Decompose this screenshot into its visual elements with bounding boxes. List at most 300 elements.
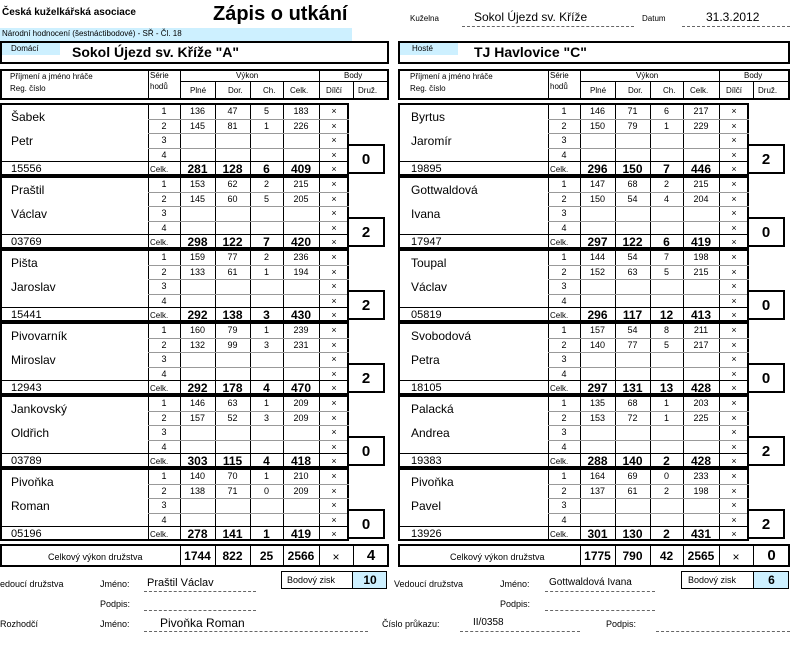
series-value: 71: [227, 485, 238, 496]
col-series-label-2: hodů: [150, 82, 168, 91]
player-firstname: Ivana: [411, 207, 441, 221]
partial-cross: ×: [331, 529, 337, 539]
player-block: [398, 249, 793, 322]
player-total-value: 420: [290, 235, 312, 249]
series-value: 60: [227, 193, 238, 204]
player-block: [0, 103, 393, 176]
player-points: 0: [361, 443, 371, 460]
team-total-points: 4: [366, 547, 376, 564]
series-value: 145: [189, 120, 206, 131]
partial-cross: ×: [731, 529, 737, 539]
series-value: 81: [227, 120, 238, 131]
player-surname: Pivoňka: [11, 475, 54, 489]
player-reg-number: 12943: [11, 382, 42, 394]
series-value: 145: [189, 193, 206, 204]
series-value: 157: [189, 412, 206, 423]
player-surname: Šabek: [11, 110, 46, 124]
partial-cross: ×: [331, 222, 337, 233]
home-name-label: Jméno:: [100, 579, 130, 589]
player-total-value: 296: [587, 162, 608, 176]
referee-label: Rozhodčí: [0, 619, 39, 629]
player-total-value: 296: [587, 308, 608, 322]
player-firstname: Václav: [11, 207, 48, 221]
partial-cross: ×: [731, 339, 737, 350]
partial-cross: ×: [331, 368, 337, 379]
player-total-value: 281: [187, 162, 208, 176]
series-value: 5: [663, 266, 669, 277]
player-points: 2: [761, 151, 771, 168]
partial-cross: ×: [331, 427, 337, 437]
series-value: 140: [589, 339, 606, 350]
date-value: 31.3.2012: [706, 10, 760, 24]
total-row-label: Celk.: [150, 457, 169, 466]
player-total-value: 288: [587, 454, 608, 468]
player-surname: Byrtus: [411, 110, 446, 124]
series-value: 72: [627, 412, 638, 423]
partial-cross: ×: [331, 325, 337, 335]
player-total-value: 178: [222, 381, 243, 395]
team-total-points: 0: [767, 547, 776, 564]
player-total-value: 141: [222, 527, 243, 541]
col-partial-label: Dílčí: [726, 86, 742, 95]
col-reg-label: Reg. číslo: [10, 84, 46, 93]
series-number: 1: [561, 325, 567, 335]
series-value: 0: [663, 471, 669, 481]
series-number: 4: [561, 149, 567, 160]
partial-cross: ×: [331, 456, 337, 466]
player-total-value: 431: [690, 527, 712, 541]
player-block: [0, 395, 393, 468]
player-points: 0: [761, 297, 771, 314]
series-value: 2: [663, 485, 669, 496]
page-title: Zápis o utkání: [213, 3, 348, 25]
series-value: 1: [663, 398, 669, 408]
series-number: 4: [561, 441, 567, 452]
series-value: 198: [693, 252, 709, 262]
partial-cross: ×: [331, 135, 337, 145]
association-name: Česká kuželkářská asociace: [2, 7, 136, 18]
away-name-label: Jméno:: [500, 579, 530, 589]
series-number: 2: [161, 339, 167, 350]
partial-cross: ×: [331, 281, 337, 291]
series-value: 229: [693, 120, 709, 131]
series-value: 5: [263, 106, 269, 116]
series-number: 1: [161, 252, 167, 262]
series-value: 226: [293, 120, 309, 131]
partial-cross: ×: [731, 471, 737, 481]
col-performance-label: Výkon: [236, 71, 259, 80]
col-name-label: Příjmení a jméno hráče: [410, 72, 493, 81]
series-value: 1: [263, 471, 269, 481]
player-reg-number: 05819: [411, 309, 442, 321]
player-reg-number: 19895: [411, 163, 442, 175]
series-number: 4: [561, 222, 567, 233]
partial-cross: ×: [331, 164, 337, 174]
total-row-label: Celk.: [150, 384, 169, 393]
partial-cross: ×: [731, 193, 737, 204]
partial-cross: ×: [731, 485, 737, 496]
series-value: 225: [693, 412, 709, 423]
col-series-label: Série: [150, 71, 169, 80]
player-surname: Palacká: [411, 402, 454, 416]
player-points: 0: [361, 151, 371, 168]
series-value: 132: [189, 339, 206, 350]
series-value: 157: [589, 325, 606, 335]
team-role-badge: [400, 43, 458, 55]
series-number: 3: [161, 281, 167, 291]
venue-value: Sokol Újezd sv. Kříže: [474, 10, 588, 24]
player-total-value: 6: [263, 162, 270, 176]
col-reg-label: Reg. číslo: [410, 84, 446, 93]
series-value: 144: [589, 252, 606, 262]
team-total-full: 1744: [184, 549, 211, 563]
player-total-value: 2: [663, 454, 670, 468]
series-value: 140: [189, 471, 206, 481]
player-total-value: 413: [690, 308, 712, 322]
col-team-label: Druž.: [758, 86, 778, 95]
series-value: 5: [263, 193, 269, 204]
team-name: Sokol Újezd sv. Kříže "A": [72, 44, 240, 60]
player-points: 2: [361, 370, 371, 387]
date-label: Datum: [642, 14, 666, 23]
series-number: 1: [561, 106, 567, 116]
series-number: 1: [161, 471, 167, 481]
player-total-value: 298: [187, 235, 208, 249]
player-firstname: Pavel: [411, 499, 442, 513]
series-value: 77: [227, 252, 238, 262]
team-total-label: Celkový výkon družstva: [48, 552, 143, 562]
partial-cross: ×: [731, 354, 737, 364]
card-number-label: Číslo průkazu:: [382, 619, 440, 629]
player-total-value: 418: [290, 454, 312, 468]
series-value: 3: [263, 339, 269, 350]
series-value: 146: [189, 398, 206, 408]
partial-cross: ×: [331, 398, 337, 408]
series-value: 147: [589, 179, 606, 189]
partial-cross: ×: [331, 500, 337, 510]
series-value: 146: [589, 106, 606, 116]
partial-cross: ×: [731, 252, 737, 262]
player-block: [398, 176, 793, 249]
partial-cross: ×: [731, 441, 737, 452]
col-miss-label: Ch.: [263, 86, 276, 95]
series-value: 99: [227, 339, 238, 350]
series-number: 3: [161, 208, 167, 218]
col-total-label: Celk.: [290, 86, 309, 95]
player-points: 0: [361, 516, 371, 533]
series-value: 1: [263, 266, 269, 277]
player-block: [398, 103, 793, 176]
total-row-label: Celk.: [550, 238, 569, 247]
home-points-value: 10: [363, 573, 377, 587]
partial-cross: ×: [731, 135, 737, 145]
player-total-value: 131: [622, 381, 643, 395]
player-firstname: Jaroslav: [11, 280, 56, 294]
partial-cross: ×: [331, 354, 337, 364]
series-value: 54: [627, 252, 638, 262]
series-value: 6: [663, 106, 669, 116]
col-total-label: Celk.: [690, 86, 709, 95]
player-total-value: 301: [587, 527, 608, 541]
player-reg-number: 13926: [411, 528, 442, 540]
series-value: 77: [627, 339, 638, 350]
partial-cross: ×: [331, 339, 337, 350]
player-total-value: 13: [659, 381, 674, 395]
away-leader-label: Vedoucí družstva: [394, 579, 464, 589]
series-value: 69: [627, 471, 638, 481]
partial-cross: ×: [331, 237, 337, 247]
col-clear-label: Dor.: [628, 86, 643, 95]
player-block: [398, 468, 793, 541]
away-points-label: Bodový zisk: [688, 575, 737, 585]
referee-name: Pivoňka Roman: [160, 616, 245, 630]
partial-cross: ×: [731, 398, 737, 408]
player-firstname: Václav: [411, 280, 448, 294]
team-total-sum: 2566: [287, 549, 315, 563]
team-total-miss: 42: [659, 549, 674, 563]
series-value: 61: [227, 266, 238, 277]
series-number: 1: [161, 179, 167, 189]
series-number: 4: [161, 441, 167, 452]
partial-cross: ×: [331, 266, 337, 277]
player-points: 2: [761, 443, 771, 460]
series-value: 54: [627, 193, 638, 204]
partial-cross: ×: [331, 179, 337, 189]
series-value: 215: [293, 179, 309, 189]
player-total-value: 297: [587, 235, 608, 249]
player-firstname: Roman: [11, 499, 50, 513]
series-value: 0: [263, 485, 269, 496]
referee-sign-label: Podpis:: [606, 619, 637, 629]
player-total-value: 446: [690, 162, 712, 176]
player-total-value: 117: [622, 308, 643, 322]
series-value: 1: [263, 120, 269, 131]
series-value: 236: [293, 252, 309, 262]
series-value: 79: [627, 120, 638, 131]
series-number: 2: [161, 120, 167, 131]
partial-cross: ×: [731, 222, 737, 233]
player-total-value: 115: [222, 454, 243, 468]
player-total-value: 7: [663, 162, 670, 176]
series-value: 205: [293, 193, 309, 204]
partial-cross: ×: [331, 120, 337, 131]
series-value: 8: [663, 325, 669, 335]
home-leader-name: Praštil Václav: [147, 577, 214, 589]
player-firstname: Oldřich: [11, 426, 50, 440]
partial-cross: ×: [731, 237, 737, 247]
col-points-label: Body: [344, 71, 363, 80]
series-number: 3: [561, 354, 567, 364]
referee-name-label: Jméno:: [100, 619, 130, 629]
partial-cross: ×: [331, 514, 337, 525]
series-value: 3: [263, 412, 269, 423]
player-total-value: 12: [659, 308, 674, 322]
team-total-label: Celkový výkon družstva: [450, 552, 545, 562]
partial-cross: ×: [731, 120, 737, 131]
player-total-value: 130: [622, 527, 643, 541]
series-value: 2: [263, 179, 269, 189]
total-row-label: Celk.: [550, 165, 569, 174]
series-number: 3: [161, 500, 167, 510]
player-firstname: Petr: [11, 134, 34, 148]
series-number: 3: [561, 281, 567, 291]
series-value: 1: [663, 120, 669, 131]
player-reg-number: 19383: [411, 455, 442, 467]
series-value: 209: [293, 398, 309, 408]
series-number: 2: [561, 266, 567, 277]
player-reg-number: 15556: [11, 163, 42, 175]
player-total-value: 428: [690, 454, 712, 468]
series-number: 2: [161, 266, 167, 277]
series-number: 2: [561, 412, 567, 423]
total-row-label: Celk.: [550, 311, 569, 320]
series-value: 47: [227, 106, 238, 116]
partial-cross: ×: [731, 208, 737, 218]
series-value: 135: [589, 398, 606, 408]
partial-cross: ×: [731, 514, 737, 525]
player-reg-number: 05196: [11, 528, 42, 540]
player-block: [398, 322, 793, 395]
series-number: 2: [161, 485, 167, 496]
team-role: Domácí: [11, 44, 39, 53]
series-number: 2: [561, 193, 567, 204]
series-value: 159: [189, 252, 206, 262]
partial-cross: ×: [331, 412, 337, 423]
series-number: 2: [161, 193, 167, 204]
home-sign-label: Podpis:: [100, 599, 131, 609]
series-number: 4: [161, 149, 167, 160]
total-row-label: Celk.: [150, 238, 169, 247]
series-value: 231: [293, 339, 309, 350]
player-points: 2: [361, 297, 371, 314]
series-number: 3: [561, 500, 567, 510]
partial-cross: ×: [731, 266, 737, 277]
away-sign-label: Podpis:: [500, 599, 531, 609]
series-number: 1: [561, 398, 567, 408]
player-total-value: 2: [663, 527, 670, 541]
home-points-label: Bodový zisk: [287, 575, 336, 585]
partial-cross: ×: [731, 310, 737, 320]
competition-banner: [0, 28, 352, 41]
series-value: 71: [627, 106, 638, 116]
player-reg-number: 03789: [11, 455, 42, 467]
series-value: 1: [263, 398, 269, 408]
series-number: 1: [161, 325, 167, 335]
partial-cross: ×: [331, 471, 337, 481]
player-block: [0, 468, 393, 541]
series-value: 70: [227, 471, 238, 481]
series-value: 198: [693, 485, 709, 496]
partial-cross: ×: [731, 106, 737, 116]
series-number: 2: [561, 120, 567, 131]
home-leader-label: edoucí družstva: [0, 579, 64, 589]
partial-cross: ×: [731, 427, 737, 437]
player-firstname: Andrea: [411, 426, 450, 440]
series-value: 4: [663, 193, 669, 204]
venue-label: Kuželna: [410, 14, 439, 23]
away-points-cell: [753, 572, 788, 588]
partial-cross: ×: [731, 325, 737, 335]
partial-cross: ×: [731, 500, 737, 510]
series-value: 136: [189, 106, 206, 116]
team-role: Hosté: [412, 44, 433, 53]
partial-cross: ×: [331, 149, 337, 160]
player-total-value: 430: [290, 308, 312, 322]
col-miss-label: Ch.: [663, 86, 676, 95]
home-player-rows: [0, 103, 393, 541]
partial-cross: ×: [731, 412, 737, 423]
total-row-label: Celk.: [550, 457, 569, 466]
player-total-value: 6: [663, 235, 670, 249]
partial-cross: ×: [731, 149, 737, 160]
player-block: [0, 249, 393, 322]
col-partial-label: Dílčí: [326, 86, 342, 95]
series-number: 2: [561, 339, 567, 350]
series-number: 3: [561, 208, 567, 218]
series-number: 4: [561, 514, 567, 525]
player-total-value: 409: [290, 162, 312, 176]
series-number: 4: [161, 295, 167, 306]
series-value: 209: [293, 485, 309, 496]
player-total-value: 292: [187, 381, 208, 395]
partial-cross: ×: [731, 179, 737, 189]
player-reg-number: 03769: [11, 236, 42, 248]
series-number: 3: [561, 427, 567, 437]
partial-cross: ×: [731, 383, 737, 393]
partial-cross: ×: [331, 441, 337, 452]
series-value: 63: [627, 266, 638, 277]
col-team-label: Druž.: [358, 86, 378, 95]
partial-cross: ×: [331, 295, 337, 306]
player-total-value: 4: [263, 381, 270, 395]
col-clear-label: Dor.: [228, 86, 243, 95]
series-value: 164: [589, 471, 606, 481]
team-total-miss: 25: [259, 549, 274, 563]
player-surname: Pivoňka: [411, 475, 454, 489]
col-full-label: Plné: [590, 86, 607, 95]
series-number: 2: [161, 412, 167, 423]
partial-cross: ×: [331, 208, 337, 218]
player-total-value: 122: [622, 235, 643, 249]
away-team-sheet: [398, 41, 791, 567]
team-role-badge: [2, 43, 60, 55]
series-number: 3: [161, 354, 167, 364]
player-total-value: 4: [263, 454, 270, 468]
player-total-value: 140: [622, 454, 643, 468]
home-team-sheet: [0, 41, 393, 567]
partial-cross: ×: [731, 295, 737, 306]
series-value: 194: [293, 266, 309, 277]
player-total-value: 7: [263, 235, 270, 249]
series-value: 52: [227, 412, 238, 423]
series-number: 1: [161, 106, 167, 116]
series-value: 138: [189, 485, 206, 496]
series-value: 1: [263, 325, 269, 335]
col-full-label: Plné: [190, 86, 207, 95]
player-points: 0: [761, 224, 771, 241]
partial-cross: ×: [731, 368, 737, 379]
series-value: 153: [189, 179, 206, 189]
player-points: 2: [761, 516, 771, 533]
player-block: [0, 176, 393, 249]
series-number: 3: [161, 427, 167, 437]
player-total-value: 1: [263, 527, 270, 541]
player-total-value: 297: [587, 381, 608, 395]
series-value: 68: [627, 179, 638, 189]
series-value: 5: [663, 339, 669, 350]
series-value: 211: [693, 325, 709, 335]
series-value: 7: [663, 252, 669, 262]
